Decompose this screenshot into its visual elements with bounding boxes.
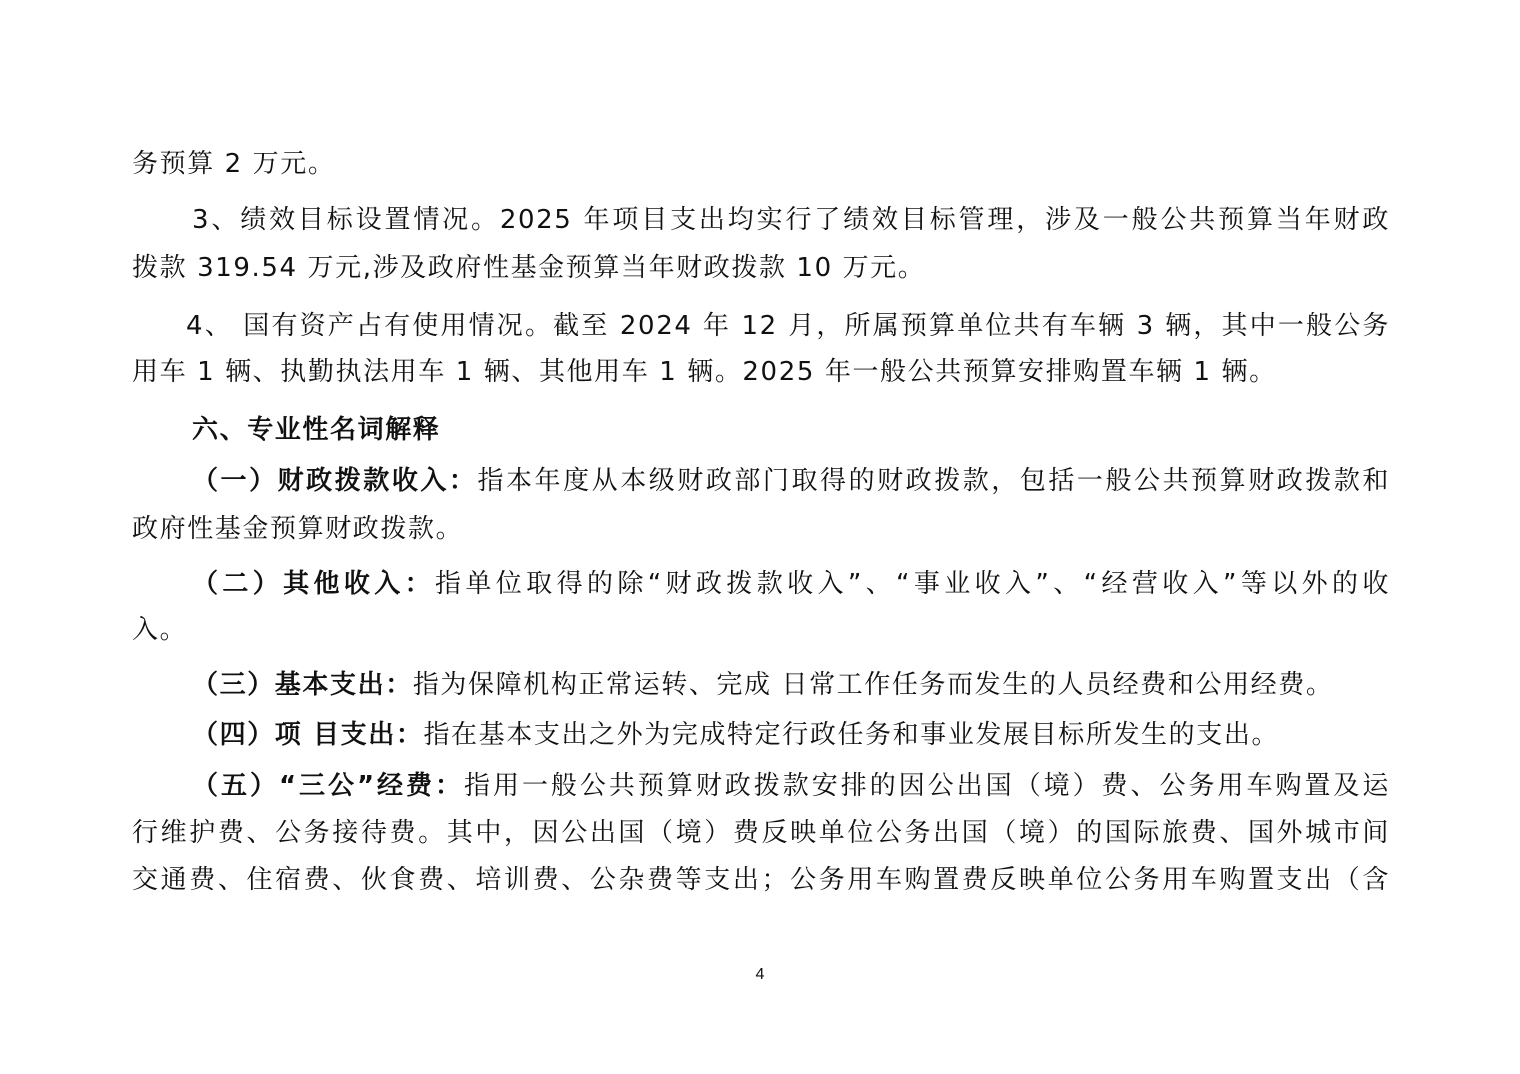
term-label: （四）项 目支出：: [192, 720, 424, 750]
definition-text: 指在基本支出之外为完成特定行政任务和事业发展目标所发生的支出。: [423, 720, 1280, 750]
paragraph-line: 政府性基金预算财政拨款。: [132, 514, 464, 544]
paragraph-line: 务预算 2 万元。: [132, 149, 336, 179]
paragraph-line: 拨款 319.54 万元,涉及政府性基金预算当年财政拨款 10 万元。: [132, 253, 926, 283]
term-label: （二）其他收入：: [192, 569, 436, 599]
definition-text: 指用一般公共预算财政拨款安排的因公出国（境）费、公务用车购置及运: [463, 771, 1390, 801]
definition-text: 指单位取得的除“财政拨款收入”、“事业收入”、“经营收入”等以外的收: [435, 569, 1390, 599]
paragraph-line: 用车 1 辆、执勤执法用车 1 辆、其他用车 1 辆。2025 年一般公共预算安排购置车辆 1 辆。: [132, 357, 1277, 387]
section-heading: 六、专业性名词解释: [192, 415, 441, 445]
term-label: （三）基本支出：: [192, 670, 413, 700]
paragraph-line: 4、 国有资产占有使用情况。截至 2024 年 12 月，所属预算单位共有车辆 3 辆，其中一般公务: [186, 311, 1390, 341]
page-number: 4: [755, 966, 765, 983]
definition-line: [192, 568, 1390, 600]
paragraph-line: 交通费、住宿费、伙食费、培训费、公杂费等支出；公务用车购置费反映单位公务用车购置支出（含: [132, 865, 1390, 895]
definition-line: [192, 465, 1390, 497]
definition-line: [192, 669, 1390, 701]
paragraph-line: 3、绩效目标设置情况。2025 年项目支出均实行了绩效目标管理，涉及一般公共预算当年财政: [192, 205, 1390, 235]
term-label: （五）“三公”经费：: [192, 771, 464, 801]
paragraph-line: 入。: [132, 615, 188, 645]
term-label: （一）财政拨款收入：: [192, 466, 478, 496]
definition-line: [192, 719, 1390, 751]
definition-text: 指本年度从本级财政部门取得的财政拨款，包括一般公共预算财政拨款和: [477, 466, 1390, 496]
definition-line: [192, 770, 1390, 802]
paragraph-line: 行维护费、公务接待费。其中，因公出国（境）费反映单位公务出国（境）的国际旅费、国外城市间: [132, 818, 1390, 848]
definition-text: 指为保障机构正常运转、完成 日常工作任务而发生的人员经费和公用经费。: [412, 670, 1334, 700]
